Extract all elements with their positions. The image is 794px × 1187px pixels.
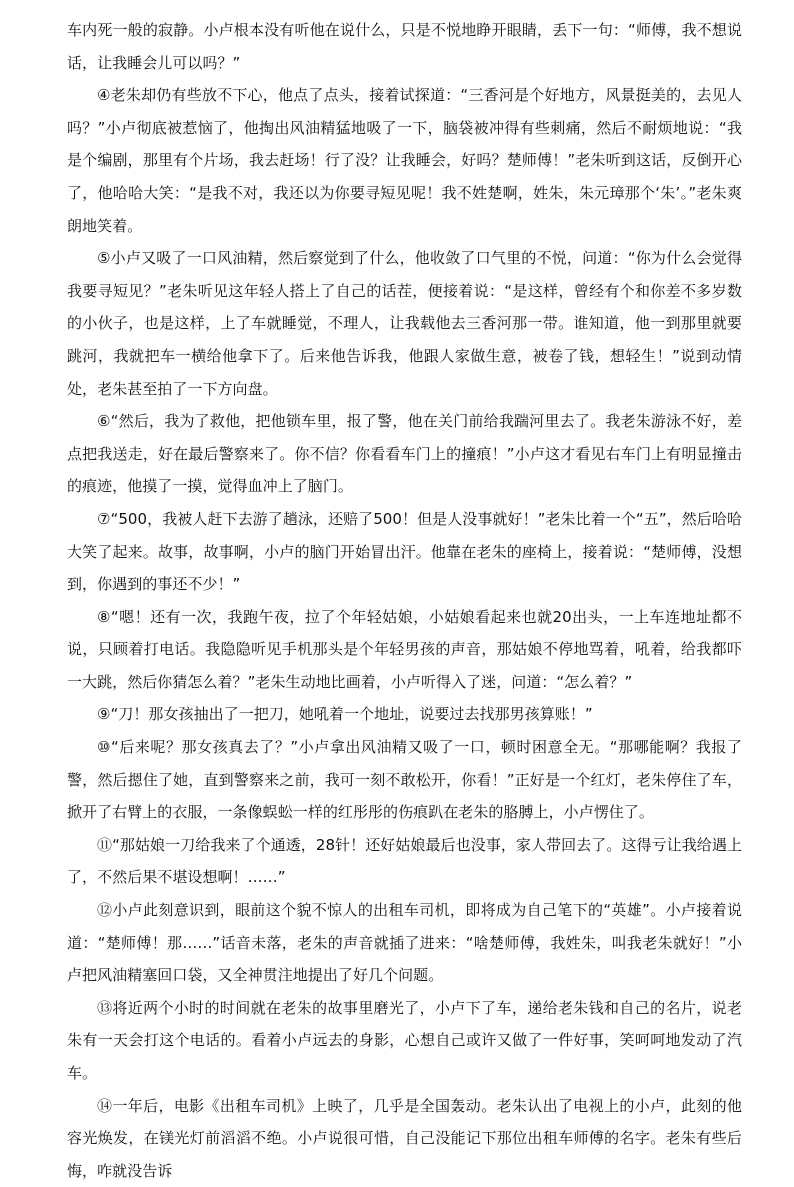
paragraph-12: ⑫小卢此刻意识到，眼前这个貌不惊人的出租车司机，即将成为自己笔下的“英雄”。小卢接着说道：“楚师傅！那……”话音未落，老朱的声音就插了进来：“啥楚师傅，我姓朱，叫我老朱就好！”小卢把风油精塞回口袋，又全神贯注地提出了好几个问题。 — [67, 901, 742, 985]
paragraph-14: ⑭一年后，电影《出租车司机》上映了，几乎是全国轰动。老朱认出了电视上的小卢，此刻的他容光焕发，在镁光灯前滔滔不绝。小卢说很可惜，自己没能记下那位出租车师傅的名字。老朱有些后悔，咋就没告诉 — [67, 1096, 742, 1180]
paragraph-5: ⑤小卢又吸了一口风油精，然后察觉到了什么，他收敛了口气里的不悦，问道：“你为什么会觉得我要寻短见？”老朱听见这年轻人搭上了自己的话茬，便接着说：“是这样，曾经有个和你差不多岁数的小伙子，也是这样，上了车就睡觉，不理人，让我载他去三香河那一带。谁知道，他一到那里就要跳河，我就把车一横给他拿下了。后来他告诉我，他跟人家做生意，被卷了钱，想轻生！”说到动情处，老朱甚至拍了一下方向盘。 — [67, 249, 742, 398]
paragraph-6: ⑥“然后，我为了救他，把他锁车里，报了警，他在关门前给我踹河里去了。我老朱游泳不好，差点把我送走，好在最后警察来了。你不信？你看看车门上的撞痕！”小卢这才看见右车门上有明显撞击的痕迹，他摸了一摸，觉得血冲上了脑门。 — [67, 412, 742, 496]
paragraph-11: ⑪“那姑娘一刀给我来了个通透，28针！还好姑娘最后也没事，家人带回去了。这得亏让我给遇上了，不然后果不堪设想啊！……” — [67, 835, 742, 887]
paragraph-13: ⑬将近两个小时的时间就在老朱的故事里磨光了，小卢下了车，递给老朱钱和自己的名片，说老朱有一天会打这个电话的。看着小卢远去的身影，心想自己或许又做了一件好事，笑呵呵地发动了汽车。 — [67, 998, 742, 1082]
paragraph-7: ⑦“500，我被人赶下去游了趟泳，还赔了500！但是人没事就好！”老朱比着一个“五”，然后哈哈大笑了起来。故事，故事啊，小卢的脑门开始冒出汗。他靠在老朱的座椅上，接着说：“楚师傅，没想到，你遇到的事还不少！” — [67, 509, 742, 594]
paragraph-8: ⑧“嗯！还有一次，我跑午夜，拉了个年轻姑娘，小姑娘看起来也就20出头，一上车连地址都不说，只顾着打电话。我隐隐听见手机那头是个年轻男孩的声音，那姑娘不停地骂着，吼着，给我都吓一大跳，然后你猜怎么着？”老朱生动地比画着，小卢听得入了迷，问道：“怎么着？” — [67, 607, 742, 691]
paragraph-9: ⑨“刀！那女孩抽出了一把刀，她吼着一个地址，说要过去找那男孩算账！” — [97, 705, 593, 724]
paragraph-continuation: 车内死一般的寂静。小卢根本没有听他在说什么，只是不悦地睁开眼睛，丢下一句：“师傅，我不想说话，让我睡会儿可以吗？” — [67, 21, 742, 72]
paragraph-4: ④老朱却仍有些放不下心，他点了点头，接着试探道：“三香河是个好地方，风景挺美的，去见人吗？”小卢彻底被惹恼了，他掏出风油精猛地吸了一下，脑袋被冲得有些刺痛，然后不耐烦地说：“我是个编剧，那里有个片场，我去赶场！行了没？让我睡会，好吗？楚师傅！”老朱听到这话，反倒开心了，他哈哈大笑：“是我不对，我还以为你要寻短见呢！我不姓楚啊，姓朱，朱元璋那个‘朱’。”老朱爽朗地笑着。 — [67, 86, 742, 235]
paragraph-10: ⑩“后来呢？那女孩真去了？”小卢拿出风油精又吸了一口，顿时困意全无。“那哪能啊？我报了警，然后摁住了她，直到警察来之前，我可一刻不敢松开，你看！”正好是一个红灯，老朱停住了车，掀开了右臂上的衣服，一条像蜈蚣一样的红彤彤的伤痕趴在老朱的胳膊上，小卢愣住了。 — [67, 738, 742, 822]
